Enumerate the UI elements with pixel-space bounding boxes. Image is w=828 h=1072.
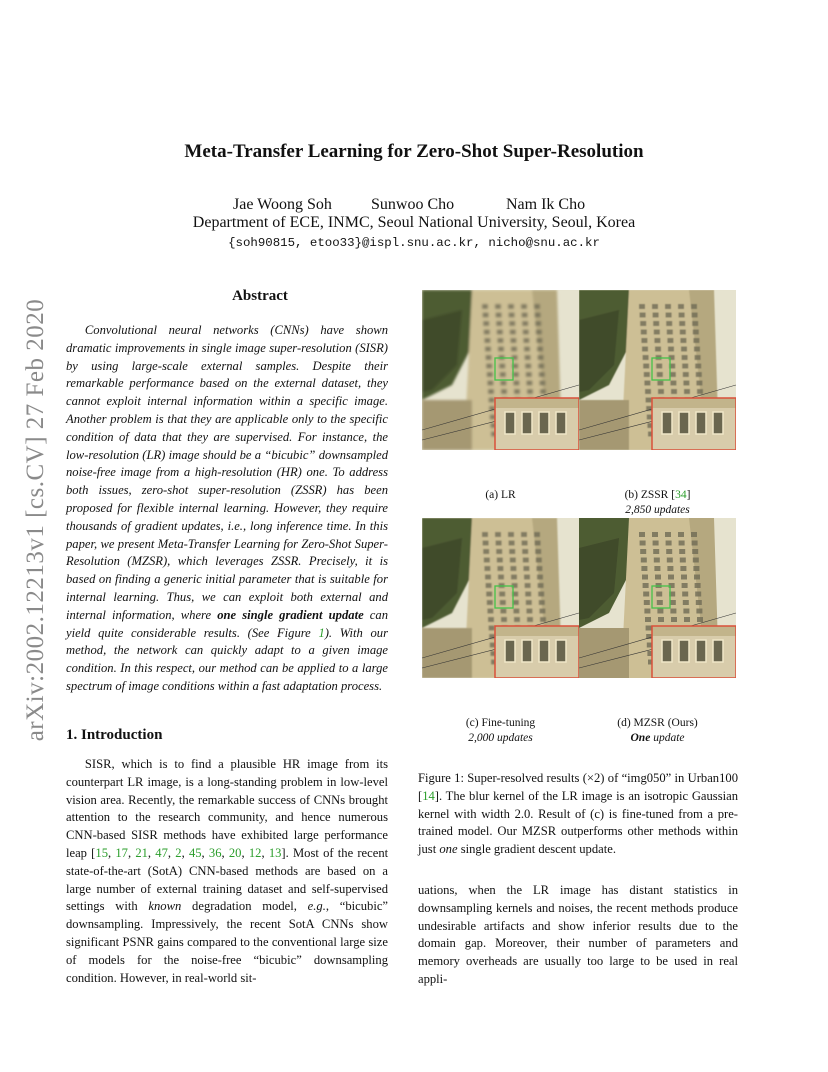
citation-link[interactable]: 13 (268, 845, 282, 860)
section-heading-introduction: 1. Introduction (66, 727, 163, 743)
citation-link[interactable]: 2 (175, 845, 182, 860)
building-photo (579, 290, 736, 450)
abstract-emphasis: one single gradient update (217, 607, 364, 622)
figure-panel (579, 518, 736, 678)
citation-link[interactable]: 45 (188, 845, 202, 860)
author-2: Sunwoo Cho (371, 196, 455, 213)
citation-list: 15, 17, 21, 47, 2, 45, 36, 20, 12, 13 (95, 845, 282, 860)
arxiv-identifier: arXiv:2002.12213v1 [cs.CV] 27 Feb 2020 (22, 298, 49, 742)
abstract-heading: Abstract (232, 288, 288, 304)
building-photo (579, 518, 736, 678)
panel-caption: (c) Fine-tuning 2,000 updates (465, 717, 536, 744)
panel-caption: (d) MZSR (Ours) One update (617, 717, 698, 744)
citation-link[interactable]: 17 (115, 845, 128, 860)
abstract-text: Convolutional neural networks (CNNs) have shown dramatic improvements in single image super-resolution (SISR) by using large-scale external samples. Despite their remarkable performance based on the external dataset, they cannot exploit internal information within a specific image. Another problem is that they are applicable only to the specific condition of data that they are supervised. For instance, the low-resolution (LR) image should be a “bicubic” downsampled noise-free image from a high-resolution (HR) one. To address both issues, zero-shot super-resolution (ZSSR) has been proposed for flexible internal learning. However, they require thousands of gradient updates, i.e., long inference time. In this paper, we present Meta-Transfer Learning for Zero-Shot Super-Resolution (MZSR), which leverages ZSSR. Precisely, it is based on finding a generic initial parameter that is suitable for internal learning. Thus, we can exploit both external and internal information, where one single gradient update can yield quite considerable results. (See Figure 1). With our method, the network can quickly adapt to a given image condition. In this respect, our method can be applied to a large spectrum of image conditions within a fast adaptation process. (66, 323, 388, 693)
author-3: Nam Ik Cho (506, 196, 586, 213)
citation-link[interactable]: 47 (155, 845, 168, 860)
citation-link[interactable]: 12 (248, 845, 262, 860)
author-emails: {soh90815, etoo33}@ispl.snu.ac.kr, nicho@snu.ac.kr (228, 236, 600, 250)
figure-link[interactable]: 1 (318, 625, 325, 640)
citation-link[interactable]: 14 (422, 788, 435, 803)
citation-link[interactable]: 15 (95, 845, 108, 860)
citation-link[interactable]: 34 (675, 489, 687, 501)
citation-link[interactable]: 36 (208, 845, 222, 860)
figure-panel (579, 290, 736, 450)
author-1: Jae Woong Soh (233, 196, 332, 213)
building-photo (422, 518, 579, 678)
building-photo (422, 290, 579, 450)
citation-link[interactable]: 21 (135, 845, 148, 860)
figure-panel (422, 518, 579, 678)
panel-caption: (a) LR (485, 489, 516, 501)
citation-link[interactable]: 20 (228, 845, 242, 860)
body-text-right: uations, when the LR image has distant statistics in downsampling kernels and noises, the recent methods produce undesirable artifacts and show inferior results due to the domain gap. Moreover, their number of parameters and memory overheads are usually too large to be used in real appli- (418, 883, 738, 986)
introduction-text: SISR, which is to find a plausible HR image from its counterpart LR image, is a long-standing problem in low-level vision area. Recently, the remarkable success of CNNs brought attention to the research community, and hence numerous CNN-based SISR methods have exhibited large performance leap [15, 17, 21, 47, 2, 45, 36, 20, 12, 13]. Most of the recent state-of-the-art (SotA) CNN-based methods are based on a large number of external training dataset and self-supervised settings with known degradation model, e.g., “bicubic” downsampling. Impressively, the recent SotA CNNs show significant PSNR gains compared to the conventional large size of models for the noise-free “bicubic” downsampling condition. However, in real-world sit- (66, 757, 389, 985)
panel-caption: (b) ZSSR [34] 2,850 updates (624, 489, 691, 516)
figure-panel (422, 290, 579, 450)
affiliation: Department of ECE, INMC, Seoul National University, Seoul, Korea (192, 214, 636, 231)
figure-caption: Figure 1: Super-resolved results (×2) of “img050” in Urban100 [14]. The blur kernel of the LR image is an isotropic Gaussian kernel with width 2.0. Result of (c) is fine-tuned from a pre-trained model. Our MZSR outperforms other methods within just one single gradient descent update. (418, 771, 738, 857)
paper-title: Meta-Transfer Learning for Zero-Shot Super-Resolution (184, 141, 644, 162)
